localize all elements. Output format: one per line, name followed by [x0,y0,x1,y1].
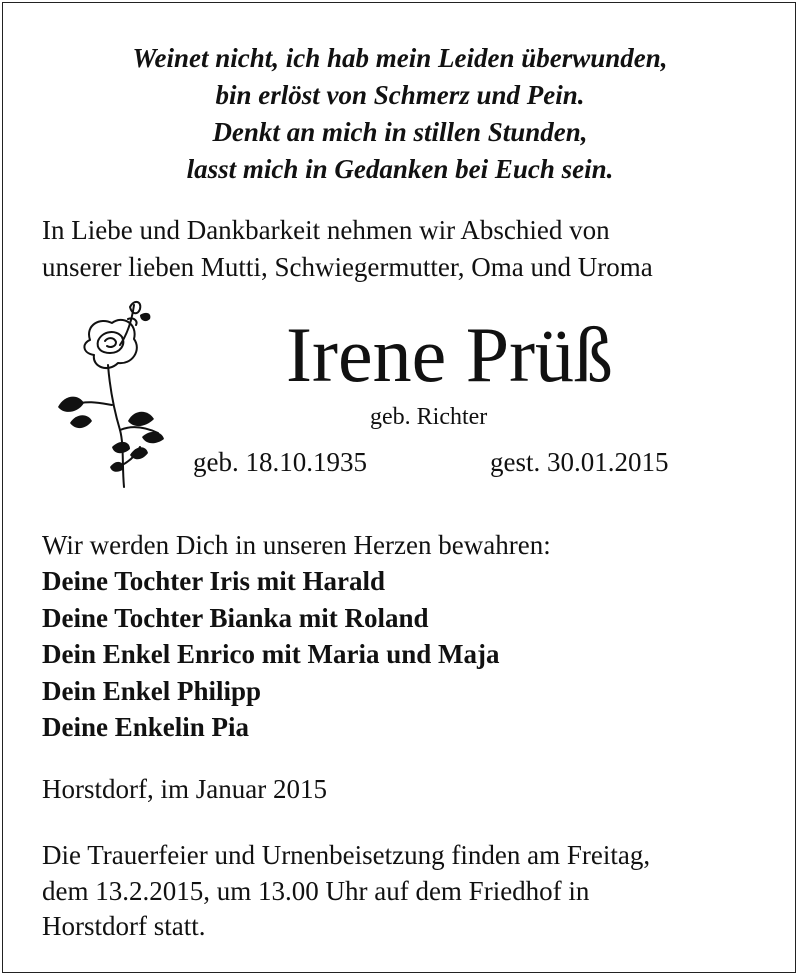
funeral-info [42,838,650,945]
poem-line: bin erlöst von Schmerz und Pein. [215,80,585,110]
intro-line: In Liebe und Dankbarkeit nehmen wir Abschied von [42,215,610,245]
intro-text [42,212,653,286]
maiden-name: geb. Richter [370,404,488,430]
place-date: Horstdorf, im Januar 2015 [42,774,327,804]
funeral-line: Horstdorf statt. [42,911,206,941]
mourners-list [42,563,500,746]
poem [0,40,800,188]
birth-date: geb. 18.10.1935 [193,447,367,477]
intro-line: unserer lieben Mutti, Schwiegermutter, Oma und Uroma [42,252,653,282]
poem-line: Denkt an mich in stillen Stunden, [212,117,588,147]
poem-line: Weinet nicht, ich hab mein Leiden überwunden, [132,43,668,73]
funeral-line: dem 13.2.2015, um 13.00 Uhr auf dem Friedhof in [42,875,590,906]
mourner-name: Dein Enkel Enrico mit Maria und Maja [42,639,500,669]
mourner-name: Deine Tochter Bianka mit Roland [42,602,429,633]
mourner-name: Deine Tochter Iris mit Harald [42,566,385,596]
mourners-heading: Wir werden Dich in unseren Herzen bewahren: [42,530,551,560]
poem-line: lasst mich in Gedanken bei Euch sein. [186,154,614,184]
rose-icon [50,295,168,490]
mourner-name: Dein Enkel Philipp [42,675,262,706]
mourner-name: Deine Enkelin Pia [42,712,250,742]
death-date: gest. 30.01.2015 [490,447,669,477]
deceased-name: Irene Prüß [286,311,614,398]
funeral-line: Die Trauerfeier und Urnenbeisetzung finden am Freitag, [42,840,651,870]
